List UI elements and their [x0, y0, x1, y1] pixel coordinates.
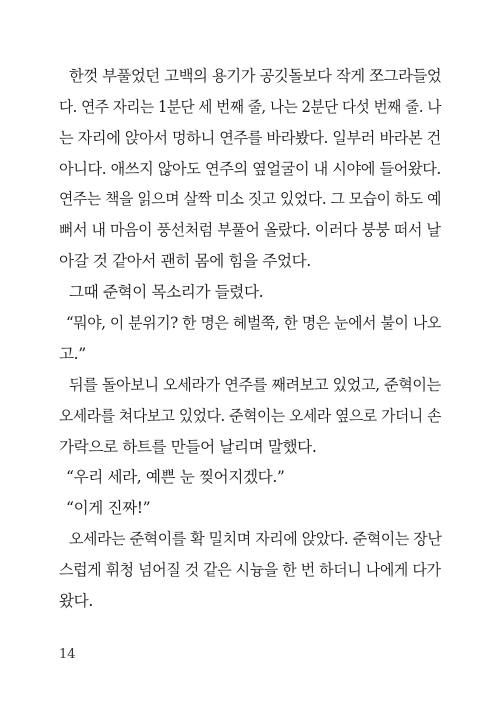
text-line-18: 왔다.	[59, 592, 93, 610]
text-line-12: 오세라를 쳐다보고 있었다. 준혁이는 오세라 옆으로 가더니 손	[59, 407, 442, 425]
text-line-5: 연주는 책을 읽으며 살짝 미소 짓고 있었다. 그 모습이 하도 예	[59, 190, 442, 208]
text-line-8: 그때 준혁이 목소리가 들렸다.	[69, 283, 264, 301]
text-line-16: 오세라는 준혁이를 확 밀치며 자리에 앉았다. 준혁이는 장난	[69, 530, 442, 548]
text-line-10: 고.”	[59, 345, 86, 363]
text-line-13: 가락으로 하트를 만들어 날리며 말했다.	[59, 438, 317, 456]
text-line-2: 다. 연주 자리는 1분단 세 번째 줄, 나는 2분단 다섯 번째 줄. 나	[59, 98, 441, 116]
text-line-4: 아니다. 애쓰지 않아도 연주의 옆얼굴이 내 시야에 들어왔다.	[59, 160, 441, 178]
text-line-9: “뭐야, 이 분위기? 한 명은 헤벌쭉, 한 명은 눈에서 불이 나오	[66, 314, 441, 332]
text-line-7: 아갈 것 같아서 괜히 몸에 힘을 주었다.	[59, 252, 311, 270]
text-line-11: 뒤를 돌아보니 오세라가 연주를 째려보고 있었고, 준혁이는	[69, 376, 441, 394]
text-line-6: 뻐서 내 마음이 풍선처럼 부풀어 올랐다. 이러다 붕붕 떠서 날	[59, 221, 441, 239]
text-line-15: “이게 진짜!”	[66, 499, 151, 517]
text-line-1: 한껏 부풀었던 고백의 용기가 공깃돌보다 작게 쪼그라들었	[69, 67, 442, 85]
text-line-14: “우리 세라, 예쁜 눈 찢어지겠다.”	[66, 468, 285, 486]
text-line-3: 는 자리에 앉아서 멍하니 연주를 바라봤다. 일부러 바라본 건	[59, 129, 441, 147]
page-number: 14	[59, 647, 76, 662]
text-line-17: 스럽게 휘청 넘어질 것 같은 시늉을 한 번 하더니 나에게 다가	[59, 561, 441, 579]
